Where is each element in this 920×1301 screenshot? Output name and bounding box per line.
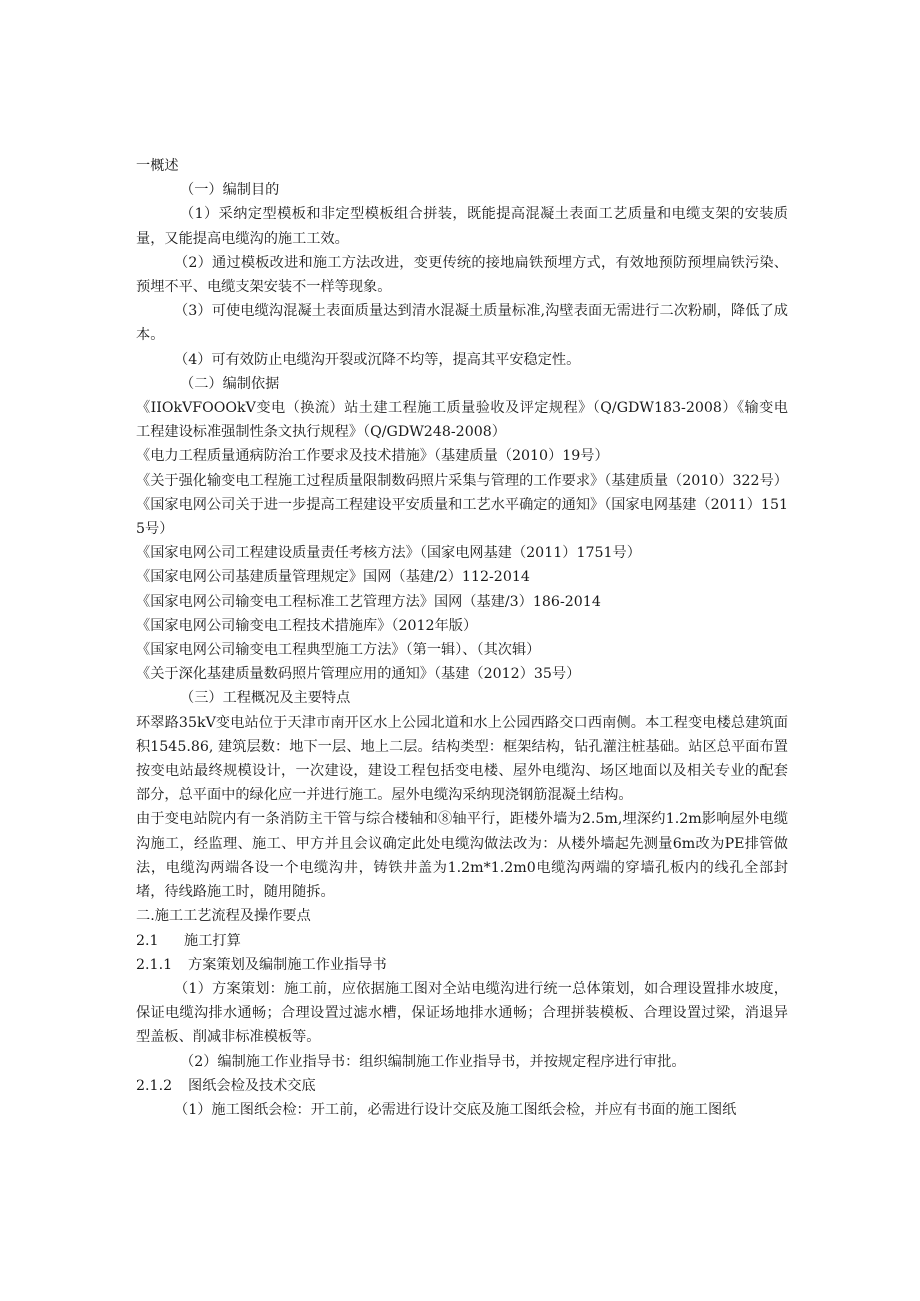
reference-item: 《电力工程质量通病防治工作要求及技术措施》（基建质量（2010）19号） xyxy=(136,448,609,465)
heading-label: 施工打算 xyxy=(184,932,241,949)
step-item: （1）方案策划：施工前，应依据施工图对全站电缆沟进行统一总体策划，如合理设置排水坡度，保证电缆沟排水通畅；合理设置过滤水槽，保证场地排水通畅；合理拼装模板、合理设置过梁，消退异型盖板、削减非标准模板等。 xyxy=(136,980,788,1046)
subsection-heading: （二）编制依据 xyxy=(180,375,280,392)
heading-label: 图纸会检及技术交底 xyxy=(188,1077,316,1094)
overview-paragraph: 环翠路35kV变电站位于天津市南开区水上公园北道和水上公园西路交口西南侧。本工程变电楼总建筑面积1545.86, 建筑层数：地下一层、地上二层。结构类型：框架结构，钻孔灌注桩基础。站区总平面布置按变电站最终规模设计，一次建设，建设工程包括变电楼、屋外电缆沟、场区地面以及相关专业的配套部分，总平面中的绿化应一并进行施工。屋外电缆沟采纳现浇钢筋混凝土结构。 xyxy=(136,714,788,804)
heading-number: 2.1.1 xyxy=(136,956,173,973)
reference-item: 《国家电网公司输变电工程典型施工方法》（第一辑）、（其次辑） xyxy=(136,642,541,659)
subsection-heading: （一）编制目的 xyxy=(180,182,280,199)
reference-item: 《关于强化输变电工程施工过程质量限制数码照片采集与管理的工作要求》（基建质量（2010）322号） xyxy=(136,472,788,489)
reference-item: 《国家电网公司工程建设质量责任考核方法》（国家电网基建（2011）1751号） xyxy=(136,545,641,562)
heading-2-1 xyxy=(136,929,788,953)
heading-2-1-2 xyxy=(136,1074,788,1098)
purpose-item-1: （1）采纳定型模板和非定型模板组合拼装，既能提高混凝土表面工艺质量和电缆支架的安装质量，又能提高电缆沟的施工工效。 xyxy=(136,206,788,247)
reference-item: 《国家电网公司输变电工程标准工艺管理方法》国网（基建/3）186-2014 xyxy=(136,593,601,610)
reference-item: 《IIOkVFOOOkV变电（换流）站土建工程施工质量验收及评定规程》（Q/GDW183-2008）《输变电工程建设标准强制性条文执行规程》（Q/GDW248-2008） xyxy=(136,400,788,441)
section-title: 一概述 xyxy=(136,158,179,174)
purpose-item-4: （4）可有效防止电缆沟开裂或沉降不均等，提高其平安稳定性。 xyxy=(174,351,581,368)
heading-number: 2.1 xyxy=(136,932,159,949)
step-item: （2）编制施工作业指导书：组织编制施工作业指导书，并按规定程序进行审批。 xyxy=(180,1053,686,1070)
heading-label: 方案策划及编制施工作业指导书 xyxy=(188,956,387,973)
reference-item: 《国家电网公司输变电工程技术措施库》（2012年版） xyxy=(136,617,478,634)
reference-item: 《国家电网公司关于进一步提高工程建设平安质量和工艺水平确定的通知》（国家电网基建（2011）1515号） xyxy=(136,496,788,538)
purpose-item-2: （2）通过模板改进和施工方法改进，变更传统的接地扁铁预埋方式，有效地预防预埋扁铁污染、预埋不平、电缆支架安装不一样等现象。 xyxy=(136,254,788,296)
overview-paragraph: 由于变电站院内有一条消防主干管与综合楼轴和⑧轴平行，距楼外墙为2.5m,埋深约1.2m影响屋外电缆沟施工，经监理、施工、甲方并且会议确定此处电缆沟做法改为：从楼外墙起先测量6m改为PE排管做法，电缆沟两端各设一个电缆沟井，铸铁井盖为1.2m*1.2m0电缆沟两端的穿墙孔板内的线孔全部封堵，待线路施工时，随用随拆。 xyxy=(136,811,788,901)
step-item: （1）施工图纸会检：开工前，必需进行设计交底及施工图纸会检，并应有书面的施工图纸 xyxy=(174,1101,737,1118)
document-page xyxy=(136,154,788,1122)
section-title: 二.施工工艺流程及操作要点 xyxy=(136,908,311,925)
heading-number: 2.1.2 xyxy=(136,1077,173,1094)
subsection-heading: （三）工程概况及主要特点 xyxy=(180,690,351,707)
purpose-item-3: （3）可使电缆沟混凝土表面质量达到清水混凝土质量标准,沟壁表面无需进行二次粉刷，降低了成本。 xyxy=(136,303,788,344)
reference-item: 《国家电网公司基建质量管理规定》国网（基建/2）112-2014 xyxy=(136,569,530,586)
heading-2-1-1 xyxy=(136,953,788,977)
reference-item: 《关于深化基建质量数码照片管理应用的通知》（基建（2012）35号） xyxy=(136,666,581,683)
